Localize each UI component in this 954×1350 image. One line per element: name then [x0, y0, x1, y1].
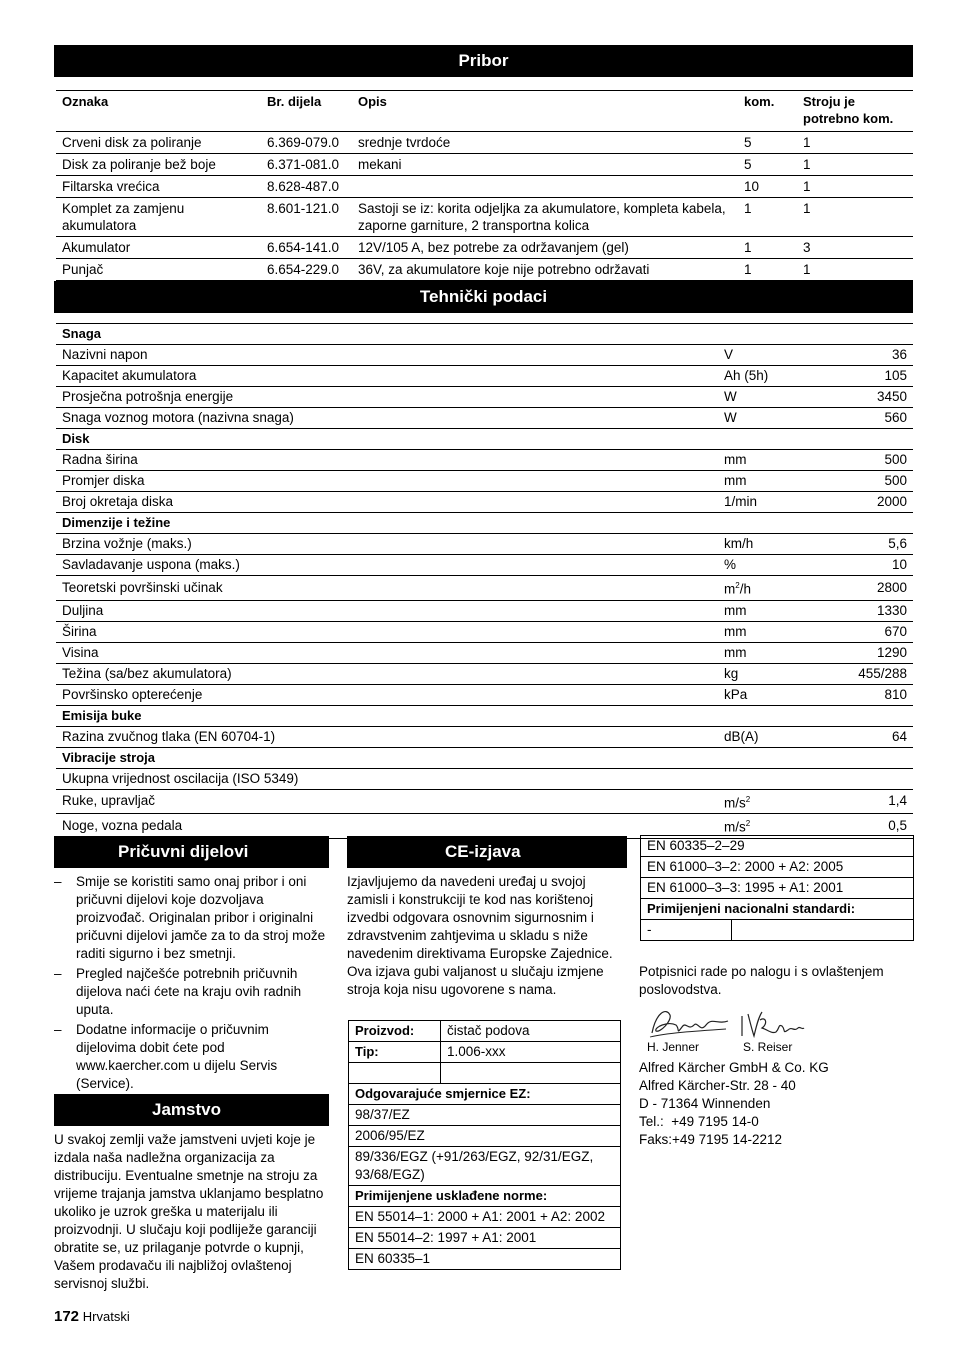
- spec-unit-base: m: [724, 581, 736, 597]
- spec-value: 5,6: [818, 534, 913, 555]
- section-bar-warranty: Jamstvo: [54, 1094, 329, 1126]
- spec-unit: %: [718, 555, 818, 576]
- table-row: [56, 345, 913, 366]
- address-line: D - 71364 Winnenden: [639, 1096, 771, 1111]
- ce-national-label: Primijenjeni nacionalni standardi:: [641, 899, 914, 920]
- signature-reiser-icon: [738, 1008, 806, 1040]
- spec-value: 36: [818, 345, 913, 366]
- spec-label: Prosječna potrošnja energije: [56, 387, 718, 408]
- ce-product-value: čistač podova: [441, 1021, 621, 1042]
- section-row: [56, 747, 913, 768]
- spec-unit-base: m/s: [724, 795, 746, 810]
- spec-label: Duljina: [56, 600, 718, 621]
- section-row: [56, 705, 913, 726]
- spec-unit: W: [718, 387, 818, 408]
- technical-table: [56, 323, 913, 839]
- table-cell: srednje tvrdoće: [358, 135, 451, 150]
- accessories-header: Oznaka: [62, 94, 109, 109]
- spec-value: 1330: [818, 600, 913, 621]
- table-cell: 3: [803, 240, 811, 255]
- page-footer: [54, 1308, 130, 1326]
- spares-item: – Dodatne informacije o pričuvnim dijelovima dobit ćete pod www.kaercher.com u dijelu Servis (Service).: [54, 1021, 329, 1093]
- ce-directive: 98/37/EZ: [349, 1105, 621, 1126]
- spec-value: 64: [818, 726, 913, 747]
- spec-unit: V: [718, 345, 818, 366]
- spec-unit: mm: [718, 642, 818, 663]
- spec-unit-exponent: 2: [745, 794, 751, 804]
- spec-value: 1,4: [818, 789, 913, 814]
- table-row: [56, 555, 913, 576]
- spec-unit: Ah (5h): [718, 366, 818, 387]
- spec-unit-exponent: 2: [735, 581, 740, 590]
- table-row: [56, 621, 913, 642]
- ce-directive: 2006/95/EZ: [349, 1126, 621, 1147]
- address-line: Alfred Kärcher GmbH & Co. KG: [639, 1060, 829, 1075]
- spec-value: 810: [818, 684, 913, 705]
- spec-value: 560: [818, 408, 913, 429]
- page-language: Hrvatski: [82, 1309, 130, 1324]
- table-row: [56, 726, 913, 747]
- ce-national-value: -: [641, 920, 732, 941]
- spec-label: Ukupna vrijednost oscilacija (ISO 5349): [56, 768, 718, 789]
- spec-unit: mm: [718, 471, 818, 492]
- signer-2-name: S. Reiser: [743, 1040, 793, 1054]
- spec-label: Površinsko opterećenje: [56, 684, 718, 705]
- spec-unit-exponent: 2: [745, 819, 751, 828]
- ce-product-row: [349, 1021, 621, 1042]
- table-cell: Komplet za zamjenu akumulatora: [62, 201, 185, 233]
- spec-label: Savladavanje uspona (maks.): [56, 555, 718, 576]
- ce-empty-row: [349, 1063, 621, 1084]
- spec-label: Težina (sa/bez akumulatora): [56, 663, 718, 684]
- table-cell: 8.628-487.0: [267, 179, 340, 194]
- section-label: Snaga: [56, 324, 913, 345]
- ce-directive: 89/336/EGZ (+91/263/EGZ, 92/31/EGZ, 93/68/EGZ): [349, 1147, 621, 1186]
- table-row: [56, 450, 913, 471]
- table-row: [56, 663, 913, 684]
- address-line: Tel.: +49 7195 14-0: [639, 1114, 759, 1129]
- table-cell: Punjač: [62, 262, 104, 277]
- spec-label: Radna širina: [56, 450, 718, 471]
- spec-unit: dB(A): [718, 726, 818, 747]
- section-row: [56, 429, 913, 450]
- table-cell: 6.371-081.0: [267, 157, 340, 172]
- table-row: [56, 642, 913, 663]
- spec-value: 670: [818, 621, 913, 642]
- spec-value: 105: [818, 366, 913, 387]
- table-cell: 6.654-229.0: [267, 262, 340, 277]
- spec-unit: 1/min: [718, 492, 818, 513]
- spec-label: Razina zvučnog tlaka (EN 60704-1): [56, 726, 718, 747]
- accessories-header: Br. dijela: [267, 94, 322, 109]
- ce-norm: EN 61000–3–3: 1995 + A1: 2001: [641, 878, 914, 899]
- table-row: [56, 132, 913, 154]
- table-cell: 1: [744, 240, 752, 255]
- ce-directives-label: Odgovarajuće smjernice EZ:: [349, 1084, 621, 1105]
- ce-empty-cell: [349, 1063, 441, 1084]
- ce-type-row: [349, 1042, 621, 1063]
- spec-label: Snaga voznog motora (nazivna snaga): [56, 408, 718, 429]
- spec-unit: W: [718, 408, 818, 429]
- ce-declaration-table: [348, 1020, 621, 1270]
- spec-unit-tail: /h: [739, 581, 751, 597]
- table-cell: 1: [803, 157, 811, 172]
- section-bar-technical: Tehnički podaci: [54, 281, 913, 313]
- ce-norm: EN 55014–2: 1997 + A1: 2001: [349, 1228, 621, 1249]
- table-cell: 1: [803, 201, 811, 216]
- table-cell: 36V, za akumulatore koje nije potrebno održavati: [358, 262, 650, 277]
- section-row: [56, 324, 913, 345]
- accessories-header: Stroju je potrebno kom.: [803, 94, 894, 126]
- table-cell: 1: [803, 135, 811, 150]
- section-row: [56, 513, 913, 534]
- spec-unit: [718, 576, 818, 601]
- ce-norm: EN 60335–1: [349, 1249, 621, 1270]
- spec-value: 10: [818, 555, 913, 576]
- table-cell: 8.601-121.0: [267, 201, 340, 216]
- table-cell: [352, 176, 738, 198]
- table-cell: 6.369-079.0: [267, 135, 340, 150]
- spec-unit: mm: [718, 600, 818, 621]
- spec-value: 500: [818, 450, 913, 471]
- accessories-header-row: [56, 91, 913, 132]
- spec-label: Nazivni napon: [56, 345, 718, 366]
- ce-empty-cell: [441, 1063, 621, 1084]
- table-row: [56, 492, 913, 513]
- table-cell: 1: [744, 262, 752, 277]
- ce-norm: EN 61000–3–2: 2000 + A2: 2005: [641, 857, 914, 878]
- accessories-header: Opis: [358, 94, 387, 109]
- spec-label: Brzina vožnje (maks.): [56, 534, 718, 555]
- spec-unit: [718, 768, 818, 789]
- table-row: [56, 387, 913, 408]
- address-line: Faks:+49 7195 14-2212: [639, 1132, 782, 1147]
- table-row: [56, 768, 913, 789]
- spec-value: 500: [818, 471, 913, 492]
- table-row: [56, 259, 913, 281]
- table-cell: 1: [744, 201, 752, 216]
- spec-unit-base: m/s: [724, 819, 746, 835]
- table-row: [56, 471, 913, 492]
- section-bar-spares: Pričuvni dijelovi: [54, 836, 329, 868]
- table-cell: Akumulator: [62, 240, 131, 255]
- table-row: [56, 684, 913, 705]
- spares-list: [54, 873, 329, 1093]
- table-cell: 1: [803, 179, 811, 194]
- table-row: [56, 176, 913, 198]
- section-label: Emisija buke: [56, 705, 913, 726]
- ce-norms-continued-table: [640, 835, 914, 941]
- spec-value: 2000: [818, 492, 913, 513]
- spec-value: 2800: [818, 576, 913, 601]
- address-line: Alfred Kärcher-Str. 28 - 40: [639, 1078, 796, 1093]
- table-cell: 5: [744, 157, 752, 172]
- table-row: [56, 789, 913, 814]
- table-cell: mekani: [358, 157, 402, 172]
- table-row: [56, 237, 913, 259]
- table-cell: 6.654-141.0: [267, 240, 340, 255]
- accessories-header: kom.: [744, 94, 775, 109]
- spec-label: Kapacitet akumulatora: [56, 366, 718, 387]
- ce-national-empty: [732, 920, 914, 941]
- table-row: [56, 534, 913, 555]
- table-cell: Sastoji se iz: korita odjeljka za akumulatore, kompleta kabela, zaporne garniture, 2 transportna kolica: [358, 201, 726, 233]
- spec-value: [818, 768, 913, 789]
- table-row: [56, 366, 913, 387]
- spec-label: Broj okretaja diska: [56, 492, 718, 513]
- section-label: Disk: [56, 429, 913, 450]
- spec-unit: [718, 789, 818, 814]
- spec-label: Noge, vozna pedala: [56, 814, 718, 839]
- ce-type-value: 1.006-xxx: [441, 1042, 621, 1063]
- warranty-text: U svakoj zemlji važe jamstveni uvjeti koje je izdala naša nadležna organizacija za distribuciju. Eventualne smetnje na stroju za vrijeme trajanja jamstva uklanjamo besplatno ukoliko je uzrok greška u materijalu ili proizvodnji. U slučaju koji podliježe garanciji obratite se, uz prilaganje potvrde o kupnji, Vašem prodavaču ili najbližoj ovlaštenoj servisnoj službi.: [54, 1132, 324, 1291]
- table-cell: 12V/105 A, bez potrebe za održavanjem (gel): [358, 240, 629, 255]
- table-cell: 10: [744, 179, 760, 194]
- ce-signature-note: Potpisnici rade po nalogu i s ovlaštenjem poslovodstva.: [639, 964, 884, 997]
- company-address: [639, 1059, 914, 1149]
- section-label: Vibracije stroja: [56, 747, 913, 768]
- accessories-table: [56, 90, 913, 281]
- spares-list-block: [54, 873, 329, 1095]
- table-cell: Crveni disk za poliranje: [62, 135, 202, 150]
- table-row: [56, 408, 913, 429]
- spares-item: – Pregled najčešće potrebnih pričuvnih dijelova naći ćete na kraju ovih radnih uputa.: [54, 965, 329, 1019]
- spec-value: 3450: [818, 387, 913, 408]
- ce-product-label: Proizvod:: [349, 1021, 441, 1042]
- table-row: [56, 576, 913, 601]
- spec-unit: kg: [718, 663, 818, 684]
- spec-value: 0,5: [818, 814, 913, 839]
- spares-item: – Smije se koristiti samo onaj pribor i oni pričuvni dijelovi koje dozvoljava proizvođač. Originalan pribor i originalni pričuvni dijelovi jamče za to da stroj može raditi sigurno i bez smetnji.: [54, 873, 329, 963]
- table-cell: Disk za poliranje bež boje: [62, 157, 216, 172]
- section-bar-accessories: Pribor: [54, 45, 913, 77]
- table-row: [56, 600, 913, 621]
- table-row: [56, 198, 913, 237]
- ce-intro: Izjavljujemo da navedeni uređaj u svojoj zamisli i konstrukciji te kod nas korištenoj izvedbi odgovara osnovnim sigurnosnim i zdravstvenim zahtjevima u skladu s niže navedenim direktivama Europske Zajednice. Ova izjava gubi valjanost u slučaju izmjene stroja koja nisu ugovorene s nama.: [347, 874, 613, 997]
- spec-unit: km/h: [718, 534, 818, 555]
- spec-label: Širina: [56, 621, 718, 642]
- spec-unit: mm: [718, 450, 818, 471]
- spec-unit: mm: [718, 621, 818, 642]
- section-bar-ce: CE-izjava: [347, 836, 627, 868]
- spec-label: Visina: [56, 642, 718, 663]
- spec-label: Ruke, upravljač: [56, 789, 718, 814]
- page-number: 172: [54, 1308, 80, 1325]
- table-cell: 5: [744, 135, 752, 150]
- spec-label: Promjer diska: [56, 471, 718, 492]
- signature-jenner-icon: [646, 1003, 730, 1041]
- spec-unit: kPa: [718, 684, 818, 705]
- ce-norm: EN 60335–2–29: [641, 836, 914, 857]
- table-row: [56, 154, 913, 176]
- ce-type-label: Tip:: [349, 1042, 441, 1063]
- signer-1-name: H. Jenner: [647, 1040, 700, 1054]
- spec-value: 1290: [818, 642, 913, 663]
- section-label: Dimenzije i težine: [56, 513, 913, 534]
- ce-norms-label: Primijenjene usklađene norme:: [349, 1186, 621, 1207]
- table-cell: Filtarska vrećica: [62, 179, 160, 194]
- table-cell: 1: [803, 262, 811, 277]
- spec-label: Teoretski površinski učinak: [56, 576, 718, 601]
- ce-norm: EN 55014–1: 2000 + A1: 2001 + A2: 2002: [349, 1207, 621, 1228]
- spec-value: 455/288: [818, 663, 913, 684]
